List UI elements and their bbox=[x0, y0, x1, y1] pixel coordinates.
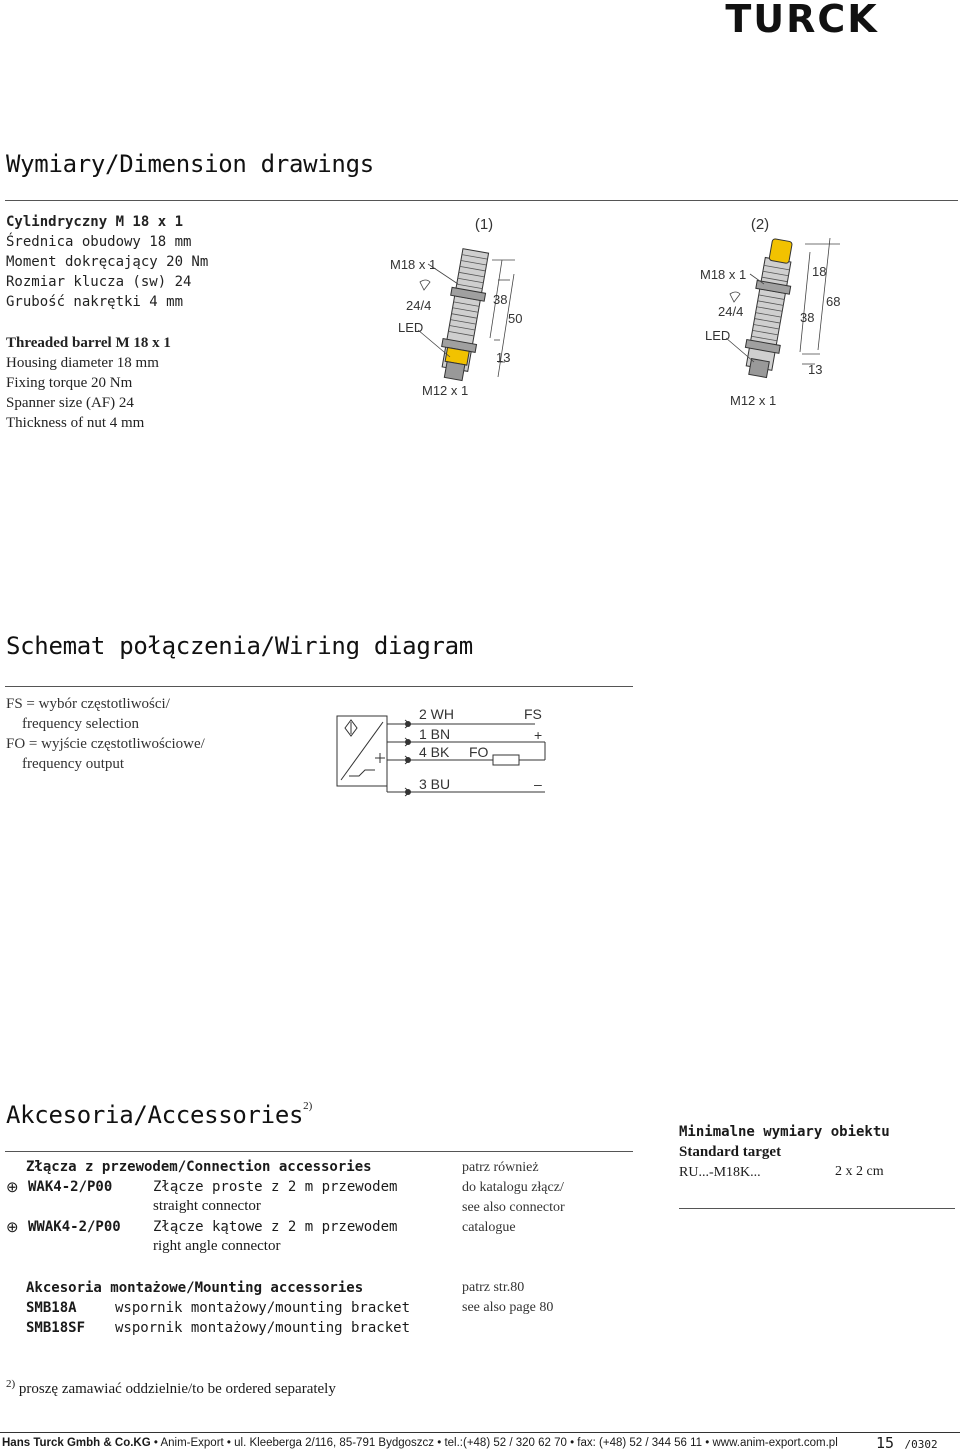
see-also-line: catalogue bbox=[462, 1220, 516, 1235]
drawing-number: (1) bbox=[474, 216, 494, 233]
see-also-line: see also connector bbox=[462, 1200, 565, 1215]
connector-icon: ⊕ bbox=[6, 1179, 19, 1196]
dim-value: 13 bbox=[496, 350, 511, 365]
divider bbox=[5, 1151, 633, 1152]
thread-label: M18 x 1 bbox=[700, 267, 747, 282]
connector-desc-en: straight connector bbox=[153, 1198, 261, 1214]
mounting-code: SMB18SF bbox=[26, 1320, 86, 1336]
connector-desc-en: right angle connector bbox=[153, 1238, 281, 1254]
target-model: RU...-M18K... bbox=[679, 1165, 761, 1180]
fo-label: FO bbox=[469, 744, 489, 760]
target-subtitle: Standard target bbox=[679, 1144, 782, 1160]
see-also-line: see also page 80 bbox=[462, 1300, 554, 1315]
wiring-heading: Schemat połączenia/Wiring diagram bbox=[6, 632, 473, 660]
spanner-label: 24/4 bbox=[718, 304, 744, 319]
wire-label: 3 BU bbox=[419, 776, 451, 792]
wire-label: 4 BK bbox=[419, 744, 450, 760]
mounting-title: Akcesoria montażowe/Mounting accessories bbox=[26, 1280, 364, 1296]
drawing-number: (2) bbox=[750, 216, 770, 233]
dim-value: 13 bbox=[808, 362, 823, 377]
spec-polish bbox=[6, 212, 208, 312]
spec-english bbox=[6, 333, 171, 433]
connector-see-also bbox=[462, 1158, 565, 1238]
thread-label: M18 x 1 bbox=[390, 257, 437, 272]
footer bbox=[2, 1437, 862, 1449]
wiring-diagram bbox=[335, 700, 565, 805]
dimension-drawing-1 bbox=[380, 212, 550, 422]
connection-title: Złącza z przewodem/Connection accessories bbox=[26, 1159, 372, 1175]
dimension-drawing-2 bbox=[690, 212, 860, 422]
wire-label: 1 BN bbox=[419, 726, 451, 742]
footnote-ref: 2) bbox=[303, 1100, 313, 1112]
connector-code: WAK4-2/P00 bbox=[28, 1179, 113, 1195]
spec-en-line: Housing diameter 18 mm bbox=[6, 355, 159, 371]
spanner-label: 24/4 bbox=[406, 298, 432, 313]
wire-label: 2 WH bbox=[419, 706, 454, 722]
svg-text:TURCK: TURCK bbox=[725, 2, 879, 36]
connector-icon: ⊕ bbox=[6, 1219, 19, 1236]
dimensions-heading: Wymiary/Dimension drawings bbox=[6, 150, 374, 178]
mounting-row bbox=[26, 1318, 626, 1338]
target-row bbox=[679, 1162, 954, 1182]
spec-en-line: Fixing torque 20 Nm bbox=[6, 375, 133, 391]
see-also-line: patrz str.80 bbox=[462, 1280, 525, 1295]
spec-pl-line: Grubość nakrętki 4 mm bbox=[6, 294, 184, 310]
page-edition: /0302 bbox=[904, 1438, 938, 1451]
mounting-see-also bbox=[462, 1278, 553, 1318]
spec-en-line: Spanner size (AF) 24 bbox=[6, 395, 134, 411]
page-number-block bbox=[876, 1434, 938, 1453]
mounting-code: SMB18A bbox=[26, 1300, 77, 1316]
target-size: 2 x 2 cm bbox=[835, 1164, 884, 1179]
mounting-desc: wspornik montażowy/mounting bracket bbox=[115, 1320, 411, 1336]
dim-value: 38 bbox=[800, 310, 815, 325]
spec-en-title: Threaded barrel M 18 x 1 bbox=[6, 335, 171, 351]
footnote-mark: 2) bbox=[6, 1378, 16, 1390]
see-also-line: do katalogu złącz/ bbox=[462, 1180, 564, 1195]
fs-label: FS bbox=[524, 706, 542, 722]
turck-logo bbox=[650, 2, 955, 36]
led-label: LED bbox=[398, 320, 424, 335]
dim-value: 68 bbox=[826, 294, 841, 309]
target-title: Minimalne wymiary obiektu bbox=[679, 1124, 890, 1140]
connector-desc-pl: Złącze kątowe z 2 m przewodem bbox=[153, 1219, 398, 1235]
standard-target bbox=[679, 1122, 954, 1182]
footnote bbox=[6, 1378, 336, 1398]
connector-desc-pl: Złącze proste z 2 m przewodem bbox=[153, 1179, 398, 1195]
footer-address: • Anim-Export • ul. Kleeberga 2/116, 85-791 Bydgoszcz • tel.:(+48) 52 / 320 62 70 • fax: (+48) 52 / 344 56 11 • www.anim-export.com.pl bbox=[153, 1437, 838, 1449]
footer-divider bbox=[0, 1432, 960, 1433]
accessories-heading: Akcesoria/Accessories bbox=[6, 1101, 304, 1129]
led-label: LED bbox=[705, 328, 731, 343]
minus-label: – bbox=[534, 776, 542, 792]
divider bbox=[5, 686, 633, 687]
wiring-legend bbox=[6, 694, 205, 774]
see-also-line: patrz również bbox=[462, 1160, 539, 1175]
legend-line: frequency selection bbox=[22, 716, 140, 732]
spec-en-line: Thickness of nut 4 mm bbox=[6, 415, 145, 431]
accessories-heading-wrap bbox=[6, 1100, 312, 1129]
divider bbox=[5, 200, 958, 201]
dim-value: 50 bbox=[508, 311, 523, 326]
footer-company: Hans Turck Gmbh & Co.KG bbox=[2, 1437, 151, 1449]
spec-pl-line: Średnica obudowy 18 mm bbox=[6, 234, 192, 250]
plus-label: + bbox=[534, 727, 543, 743]
connector-code: WWAK4-2/P00 bbox=[28, 1219, 121, 1235]
dim-value: 18 bbox=[812, 264, 827, 279]
legend-line: frequency output bbox=[22, 756, 125, 772]
legend-line: FS = wybór częstotliwości/ bbox=[6, 696, 170, 712]
spec-pl-title: Cylindryczny M 18 x 1 bbox=[6, 214, 184, 230]
divider bbox=[679, 1208, 955, 1209]
page-number: 15 bbox=[876, 1434, 895, 1452]
connector-label: M12 x 1 bbox=[422, 383, 469, 398]
dim-value: 38 bbox=[493, 292, 508, 307]
footnote-text: proszę zamawiać oddzielnie/to be ordered separately bbox=[18, 1381, 336, 1397]
mounting-desc: wspornik montażowy/mounting bracket bbox=[115, 1300, 411, 1316]
connector-label: M12 x 1 bbox=[730, 393, 777, 408]
legend-line: FO = wyjście częstotliwościowe/ bbox=[6, 736, 205, 752]
spec-pl-line: Rozmiar klucza (sw) 24 bbox=[6, 274, 192, 290]
spec-pl-line: Moment dokręcający 20 Nm bbox=[6, 254, 209, 270]
